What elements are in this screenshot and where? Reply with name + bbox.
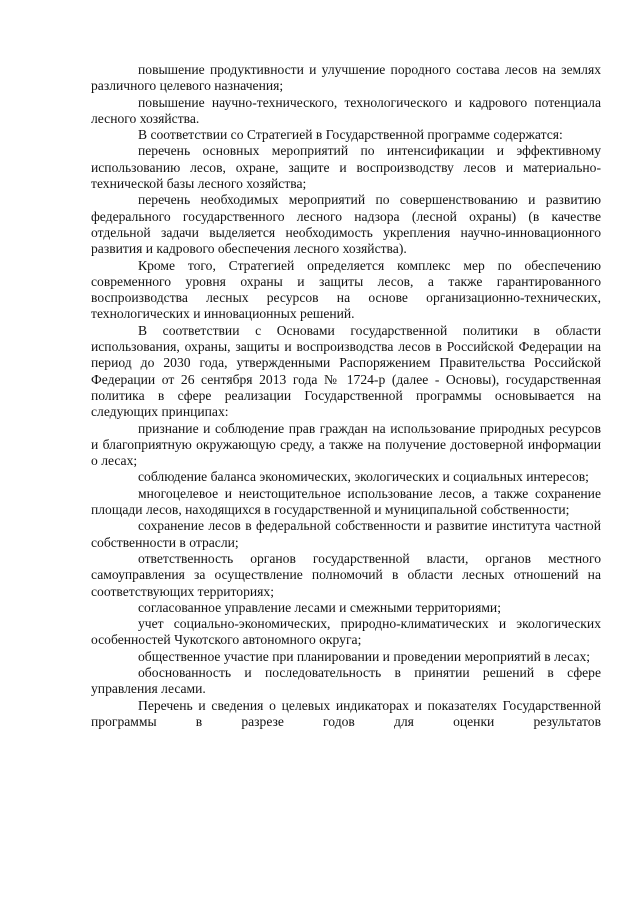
paragraph: повышение продуктивности и улучшение породного состава лесов на землях различного целевого назначения;: [91, 62, 601, 94]
paragraph: повышение научно-технического, технологического и кадрового потенциала лесного хозяйства.: [91, 94, 601, 126]
paragraph: общественное участие при планировании и проведении мероприятий в лесах;: [138, 648, 591, 664]
paragraph: согласованное управление лесами и смежными территориями;: [138, 599, 501, 615]
paragraph: учет социально-экономических, природно-климатических и экологических особенностей Чукотского автономного округа;: [91, 616, 601, 648]
paragraph: перечень основных мероприятий по интенсификации и эффективному использованию лесов, охране, защите и воспроизводству лесов и материально-технической базы лесного хозяйства;: [91, 143, 601, 192]
paragraph: ответственность органов государственной власти, органов местного самоуправления за осуществление полномочий в области лесных отношений на соответствующих территориях;: [91, 550, 601, 599]
paragraph: Перечень и сведения о целевых индикаторах и показателях Государственной программы в разрезе годов для оценки результатов: [91, 697, 601, 729]
paragraph: сохранение лесов в федеральной собственности и развитие института частной собственности в отрасли;: [91, 518, 601, 550]
paragraph: многоцелевое и неистощительное использование лесов, а также сохранение площади лесов, находящихся в государственной и муниципальной собственности;: [91, 485, 601, 518]
paragraph: соблюдение баланса экономических, экологических и социальных интересов;: [138, 469, 589, 485]
paragraph: признание и соблюдение прав граждан на использование природных ресурсов и благоприятную окружающую среду, а также на получение достоверной информации о лесах;: [91, 420, 601, 469]
paragraph: В соответствии с Основами государственной политики в области использования, охраны, защиты и воспроизводства лесов в Российской Федерации на период до 2030 года, утвержденными Распоряжением Правительства Российской Федерации от 26 сентября 2013 года № 1724-р (далее - Основы), государственная политика в сфере реализации Государственной программы основывается на следующих принципах:: [91, 322, 601, 420]
paragraph: перечень необходимых мероприятий по совершенствованию и развитию федерального государственного лесного надзора (лесной охраны) (в качестве отдельной задачи выделяется необходимость укрепления научно-инновационного развития и кадрового обеспечения лесного хозяйства).: [91, 192, 601, 257]
document-page: [91, 62, 601, 730]
paragraph: В соответствии со Стратегией в Государственной программе содержатся:: [138, 127, 563, 143]
paragraph: Кроме того, Стратегией определяется комплекс мер по обеспечению современного уровня охраны и защиты лесов, а также гарантированного воспроизводства лесных ресурсов на основе организационно-технических, технологических и инновационных решений.: [91, 257, 601, 322]
paragraph: обоснованность и последовательность в принятии решений в сфере управления лесами.: [91, 664, 601, 697]
